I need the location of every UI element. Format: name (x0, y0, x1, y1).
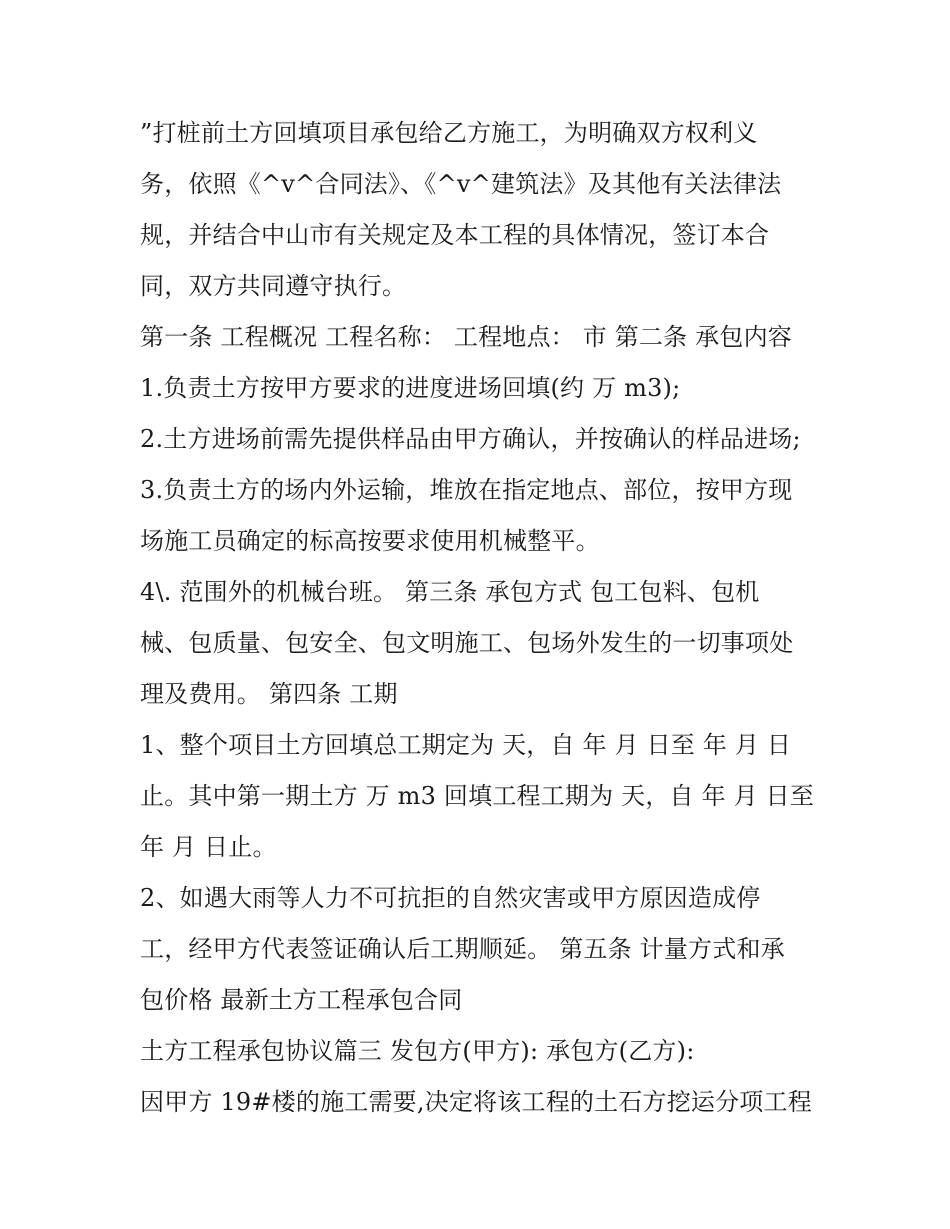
text-line: 第一条 工程概况 工程名称： 工程地点： 市 第二条 承包内容 (140, 323, 792, 351)
text-line: 械、包质量、包安全、包文明施工、包场外发生的一切事项处 (140, 629, 794, 657)
text-line: 1、整个项目土方回填总工期定为 天，自 年 月 日至 年 月 日 (140, 731, 792, 759)
text-line: 工，经甲方代表签证确认后工期顺延。 第五条 计量方式和承 (140, 935, 785, 963)
text-line: ”打桩前土方回填项目承包给乙方施工，为明确双方权利义 (140, 119, 758, 147)
text-line: 4\. 范围外的机械台班。 第三条 承包方式 包工包料、包机 (140, 578, 760, 606)
text-line: 因甲方 19#楼的施工需要,决定将该工程的土石方挖运分项工程 (140, 1088, 812, 1116)
text-line: 1.负责土方按甲方要求的进度进场回填(约 万 m3); (140, 374, 681, 402)
text-line: 年 月 日止。 (140, 833, 277, 861)
text-line: 3.负责土方的场内外运输，堆放在指定地点、部位，按甲方现 (140, 476, 793, 504)
text-line: 土方工程承包协议篇三 发包方(甲方): 承包方(乙方): (140, 1037, 695, 1065)
text-line: 2.土方进场前需先提供样品由甲方确认，并按确认的样品进场; (140, 425, 801, 453)
text-line: 理及费用。 第四条 工期 (140, 680, 398, 708)
document-body (140, 108, 820, 1128)
text-line: 场施工员确定的标高按要求使用机械整平。 (140, 527, 600, 555)
text-line: 规，并结合中山市有关规定及本工程的具体情况，签订本合 (140, 221, 770, 249)
text-line: 包价格 最新土方工程承包合同 (140, 986, 463, 1014)
text-line: 同，双方共同遵守执行。 (140, 272, 407, 300)
text-line: 务，依照《^v^合同法》、《^v^建筑法》及其他有关法律法 (140, 170, 782, 198)
text-line: 2、如遇大雨等人力不可抗拒的自然灾害或甲方原因造成停 (140, 884, 761, 912)
text-line: 止。其中第一期土方 万 m3 回填工程工期为 天，自 年 月 日至 (140, 782, 815, 810)
